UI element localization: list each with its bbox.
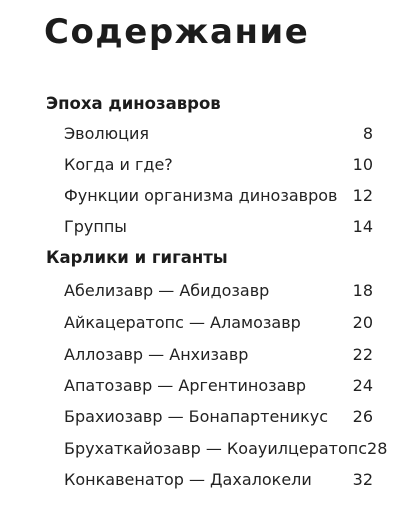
toc-entry-label: Аллозавр — Анхизавр xyxy=(64,345,249,364)
toc-entry-page: 32 xyxy=(352,470,373,489)
section-heading-dinosaur-era: Эпоха динозавров xyxy=(46,94,221,113)
toc-entry-page: 12 xyxy=(352,186,373,205)
toc-entry[interactable] xyxy=(64,313,373,333)
section-heading-dwarfs-and-giants: Карлики и гиганты xyxy=(46,248,228,267)
toc-entry[interactable] xyxy=(64,155,373,175)
toc-entry-page: 10 xyxy=(352,155,373,174)
toc-entry[interactable] xyxy=(64,439,388,459)
toc-entry-page: 20 xyxy=(352,313,373,332)
toc-entry-page: 8 xyxy=(362,124,373,143)
toc-entry-label: Функции организма динозавров xyxy=(64,186,338,205)
toc-entry-label: Эволюция xyxy=(64,124,149,143)
toc-entry-label: Когда и где? xyxy=(64,155,173,174)
toc-entry[interactable] xyxy=(64,407,373,427)
toc-entry-page: 22 xyxy=(352,345,373,364)
toc-entry-label: Конкавенатор — Дахалокели xyxy=(64,470,312,489)
toc-entry-label: Айкацератопс — Аламозавр xyxy=(64,313,301,332)
toc-entry-label: Брухаткайозавр — Коауилцератопс xyxy=(64,439,368,458)
toc-title: Содержание xyxy=(44,12,310,52)
toc-entry-label: Абелизавр — Абидозавр xyxy=(64,281,270,300)
toc-entry-label: Апатозавр — Аргентинозавр xyxy=(64,376,307,395)
toc-entry[interactable] xyxy=(64,281,373,301)
toc-entry-page: 24 xyxy=(352,376,373,395)
toc-entry-label: Группы xyxy=(64,217,127,236)
toc-entry-page: 26 xyxy=(352,407,373,426)
toc-entry-label: Брахиозавр — Бонапартеникус xyxy=(64,407,329,426)
toc-entry-page: 28 xyxy=(367,439,388,458)
toc-entry[interactable] xyxy=(64,470,373,490)
toc-entry[interactable] xyxy=(64,345,373,365)
toc-entry[interactable] xyxy=(64,124,373,144)
toc-entry[interactable] xyxy=(64,186,373,206)
toc-entry-page: 18 xyxy=(352,281,373,300)
toc-entry-page: 14 xyxy=(352,217,373,236)
toc-entry[interactable] xyxy=(64,376,373,396)
toc-entry[interactable] xyxy=(64,217,373,237)
